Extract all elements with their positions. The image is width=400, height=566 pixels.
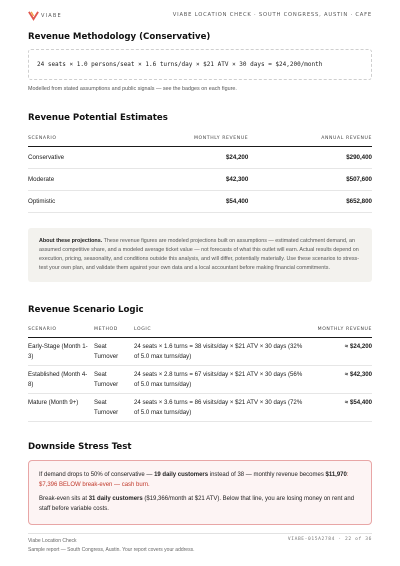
footer-divider (28, 533, 372, 534)
column-header-scenario: SCENARIO (28, 131, 116, 147)
disclaimer-heading: About these projections. (39, 238, 103, 244)
method-cell: Seat Turnover (94, 394, 134, 422)
break-even-shortfall: : $7,396 BELOW break-even — cash burn. (39, 472, 349, 488)
table-row (28, 169, 372, 191)
break-even-daily-customers: 31 daily customers (88, 496, 143, 502)
estimates-title: Revenue Potential Estimates (28, 113, 168, 123)
methodology-title: Revenue Methodology (Conservative) (28, 32, 211, 42)
scenario-cell: Established (Month 4-8) (28, 366, 94, 394)
monthly-revenue-cell: ≈ $24,200 (312, 338, 372, 366)
scenario-cell: Early-Stage (Month 1-3) (28, 338, 94, 366)
column-header-method: METHOD (94, 323, 134, 338)
scenario-cell: Moderate (28, 169, 116, 191)
page-header (0, 0, 400, 32)
page-footer (28, 537, 194, 554)
table-row (28, 366, 372, 394)
footer-page-reference: VIABE-015A2784 · 22 of 36 (287, 537, 372, 542)
column-header-logic: LOGIC (134, 323, 312, 338)
scenario-logic-table (28, 323, 372, 422)
brand-logo (28, 10, 62, 21)
report-content (28, 32, 372, 525)
annual-revenue-cell: $507,600 (248, 169, 372, 191)
monthly-revenue-cell: ≈ $42,300 (312, 366, 372, 394)
stress-test-paragraph-demand: If demand drops to 50% of conservative — 19 daily customers instead of 38 — monthly revenue becomes $11,970: $7,396 BELOW break-even — cash burn. (39, 472, 349, 488)
stress-test-paragraph-break-even: Break-even sits at 31 daily customers ($19,366/month at $21 ATV). Below that line, you are losing money on rent and staff before variable costs. (39, 496, 355, 512)
method-cell: Seat Turnover (94, 338, 134, 366)
logic-cell: 24 seats × 2.8 turns = 67 visits/day × $21 ATV × 30 days (56% of 5.0 max turns/day) (134, 366, 312, 394)
monthly-revenue-cell: $24,200 (116, 147, 248, 169)
column-header-annual: ANNUAL REVENUE (248, 131, 372, 147)
method-cell: Seat Turnover (94, 366, 134, 394)
monthly-revenue-cell: $54,400 (116, 191, 248, 213)
monthly-revenue-cell: ≈ $54,400 (312, 394, 372, 422)
table-row (28, 147, 372, 169)
table-header-row (28, 131, 372, 147)
column-header-monthly: MONTHLY REVENUE (312, 323, 372, 338)
stress-test-title: Downside Stress Test (28, 442, 132, 452)
table-row (28, 191, 372, 213)
methodology-note: Modelled from stated assumptions and public signals — see the badges on each figure. (28, 86, 237, 92)
projections-disclaimer (28, 228, 372, 282)
logic-cell: 24 seats × 1.6 turns = 38 visits/day × $21 ATV × 30 days (32% of 5.0 max turns/day) (134, 338, 312, 366)
footer-product-name: Viabe Location Check (28, 538, 77, 544)
document-header-label: VIABE LOCATION CHECK · SOUTH CONGRESS, AUSTIN · CAFE (172, 12, 372, 18)
table-row (28, 394, 372, 422)
brand-name: VIABE (41, 12, 62, 19)
logic-title: Revenue Scenario Logic (28, 305, 144, 315)
disclaimer-body: These revenue figures are modeled projections built on assumptions — estimated catchment demand, an assumed competitive share, and a modeled average ticket value — not forecasts of what this outlet will earn. Actual results depend on execution, pricing, seasonality, and conditions outside this analysis, and will differ, potentially materially. Use these scenarios to stress-test your own plan, and validate them against your own data and a local accountant before making financial commitments. (39, 238, 360, 271)
annual-revenue-cell: $290,400 (248, 147, 372, 169)
reduced-daily-customers: 19 daily customers (154, 472, 209, 478)
monthly-revenue-cell: $42,300 (116, 169, 248, 191)
table-row (28, 338, 372, 366)
logic-cell: 24 seats × 3.6 turns = 86 visits/day × $21 ATV × 30 days (72% of 5.0 max turns/day) (134, 394, 312, 422)
stress-test-callout (28, 460, 372, 525)
column-header-scenario: SCENARIO (28, 323, 94, 338)
column-header-monthly: MONTHLY REVENUE (116, 131, 248, 147)
annual-revenue-cell: $652,800 (248, 191, 372, 213)
viabe-v-logo-icon (28, 10, 39, 21)
scenario-cell: Conservative (28, 147, 116, 169)
revenue-estimates-table (28, 131, 372, 213)
scenario-cell: Optimistic (28, 191, 116, 213)
reduced-monthly-revenue: $11,970 (325, 472, 347, 478)
methodology-formula: 24 seats × 1.0 persons/seat × 1.6 turns/day × $21 ATV × 30 days = $24,200/month (28, 49, 372, 80)
scenario-cell: Mature (Month 9+) (28, 394, 94, 422)
footer-sample-note: Sample report — South Congress, Austin. Your report covers your address. (28, 546, 195, 553)
table-header-row (28, 323, 372, 338)
